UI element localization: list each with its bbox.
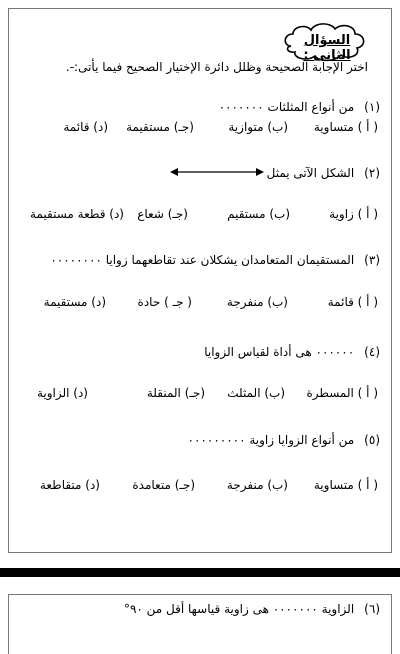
option-c[interactable]: (جـ) مستقيمة [126, 120, 194, 134]
option-d[interactable]: (د) متقاطعة [39, 478, 100, 492]
line-figure [170, 166, 264, 178]
option-d[interactable]: (د) مستقيمة [43, 295, 106, 309]
option-b[interactable]: (ب) المثلث [227, 386, 285, 400]
option-a[interactable]: ( أ ) متساوية [313, 120, 378, 134]
option-b[interactable]: (ب) متوازية [228, 120, 288, 134]
question-number: (٦) [364, 602, 380, 616]
question-5 [188, 433, 380, 447]
question-3 [50, 253, 380, 267]
option-d[interactable]: (د) الزاوية [36, 386, 88, 400]
question-text: من أنواع الزوايا زاوية ٠٠٠٠٠٠٠٠٠ [187, 433, 355, 447]
option-a[interactable]: ( أ ) المسطرة [306, 386, 378, 400]
option-a[interactable]: ( أ ) زاوية [329, 207, 378, 221]
option-c[interactable]: (جـ) المنقلة [146, 386, 205, 400]
option-b[interactable]: (ب) مستقيم [227, 207, 290, 221]
option-c[interactable]: (جـ) متعامدة [132, 478, 195, 492]
option-b[interactable]: (ب) منفرجة [226, 478, 288, 492]
question-number: (٢) [364, 166, 380, 180]
option-d[interactable]: (د) قائمة [63, 120, 108, 134]
question-sheet [8, 8, 392, 553]
instructions-text: اختر الإجابة الصحيحة وظلل دائرة الإختيار الصحيح فيما يأتى:-. [65, 60, 368, 74]
question-text: من أنواع المثلثات ٠٠٠٠٠٠٠ [218, 100, 355, 114]
question-text: ٠٠٠٠٠٠ هى أداة لقياس الزوايا [204, 345, 355, 359]
page-divider [0, 568, 400, 577]
question-text: المستقيمان المتعامدان يشكلان عند تقاطعهما زوايا ٠٠٠٠٠٠٠٠ [50, 253, 355, 267]
question-text: الزاوية ٠٠٠٠٠٠٠ هى زاوية قياسها أقل من ٩٠° [123, 602, 355, 616]
option-d[interactable]: (د) قطعة مستقيمة [30, 207, 124, 221]
question-number: (١) [364, 100, 380, 114]
question-number: (٤) [364, 345, 380, 359]
question-2 [267, 166, 380, 180]
question-6 [124, 602, 380, 616]
question-text: الشكل الآتى يمثل [266, 166, 355, 180]
question-1 [219, 100, 380, 114]
option-a[interactable]: ( أ ) قائمة [327, 295, 378, 309]
section-title: السؤال الثانى : [303, 33, 351, 63]
question-4 [204, 345, 380, 359]
option-c[interactable]: ( جـ ) حادة [137, 295, 192, 309]
question-number: (٥) [364, 433, 380, 447]
option-b[interactable]: (ب) منفرجة [226, 295, 288, 309]
option-c[interactable]: (جـ) شعاع [137, 207, 188, 221]
question-number: (٣) [364, 253, 380, 267]
option-a[interactable]: ( أ ) متساوية [313, 478, 378, 492]
